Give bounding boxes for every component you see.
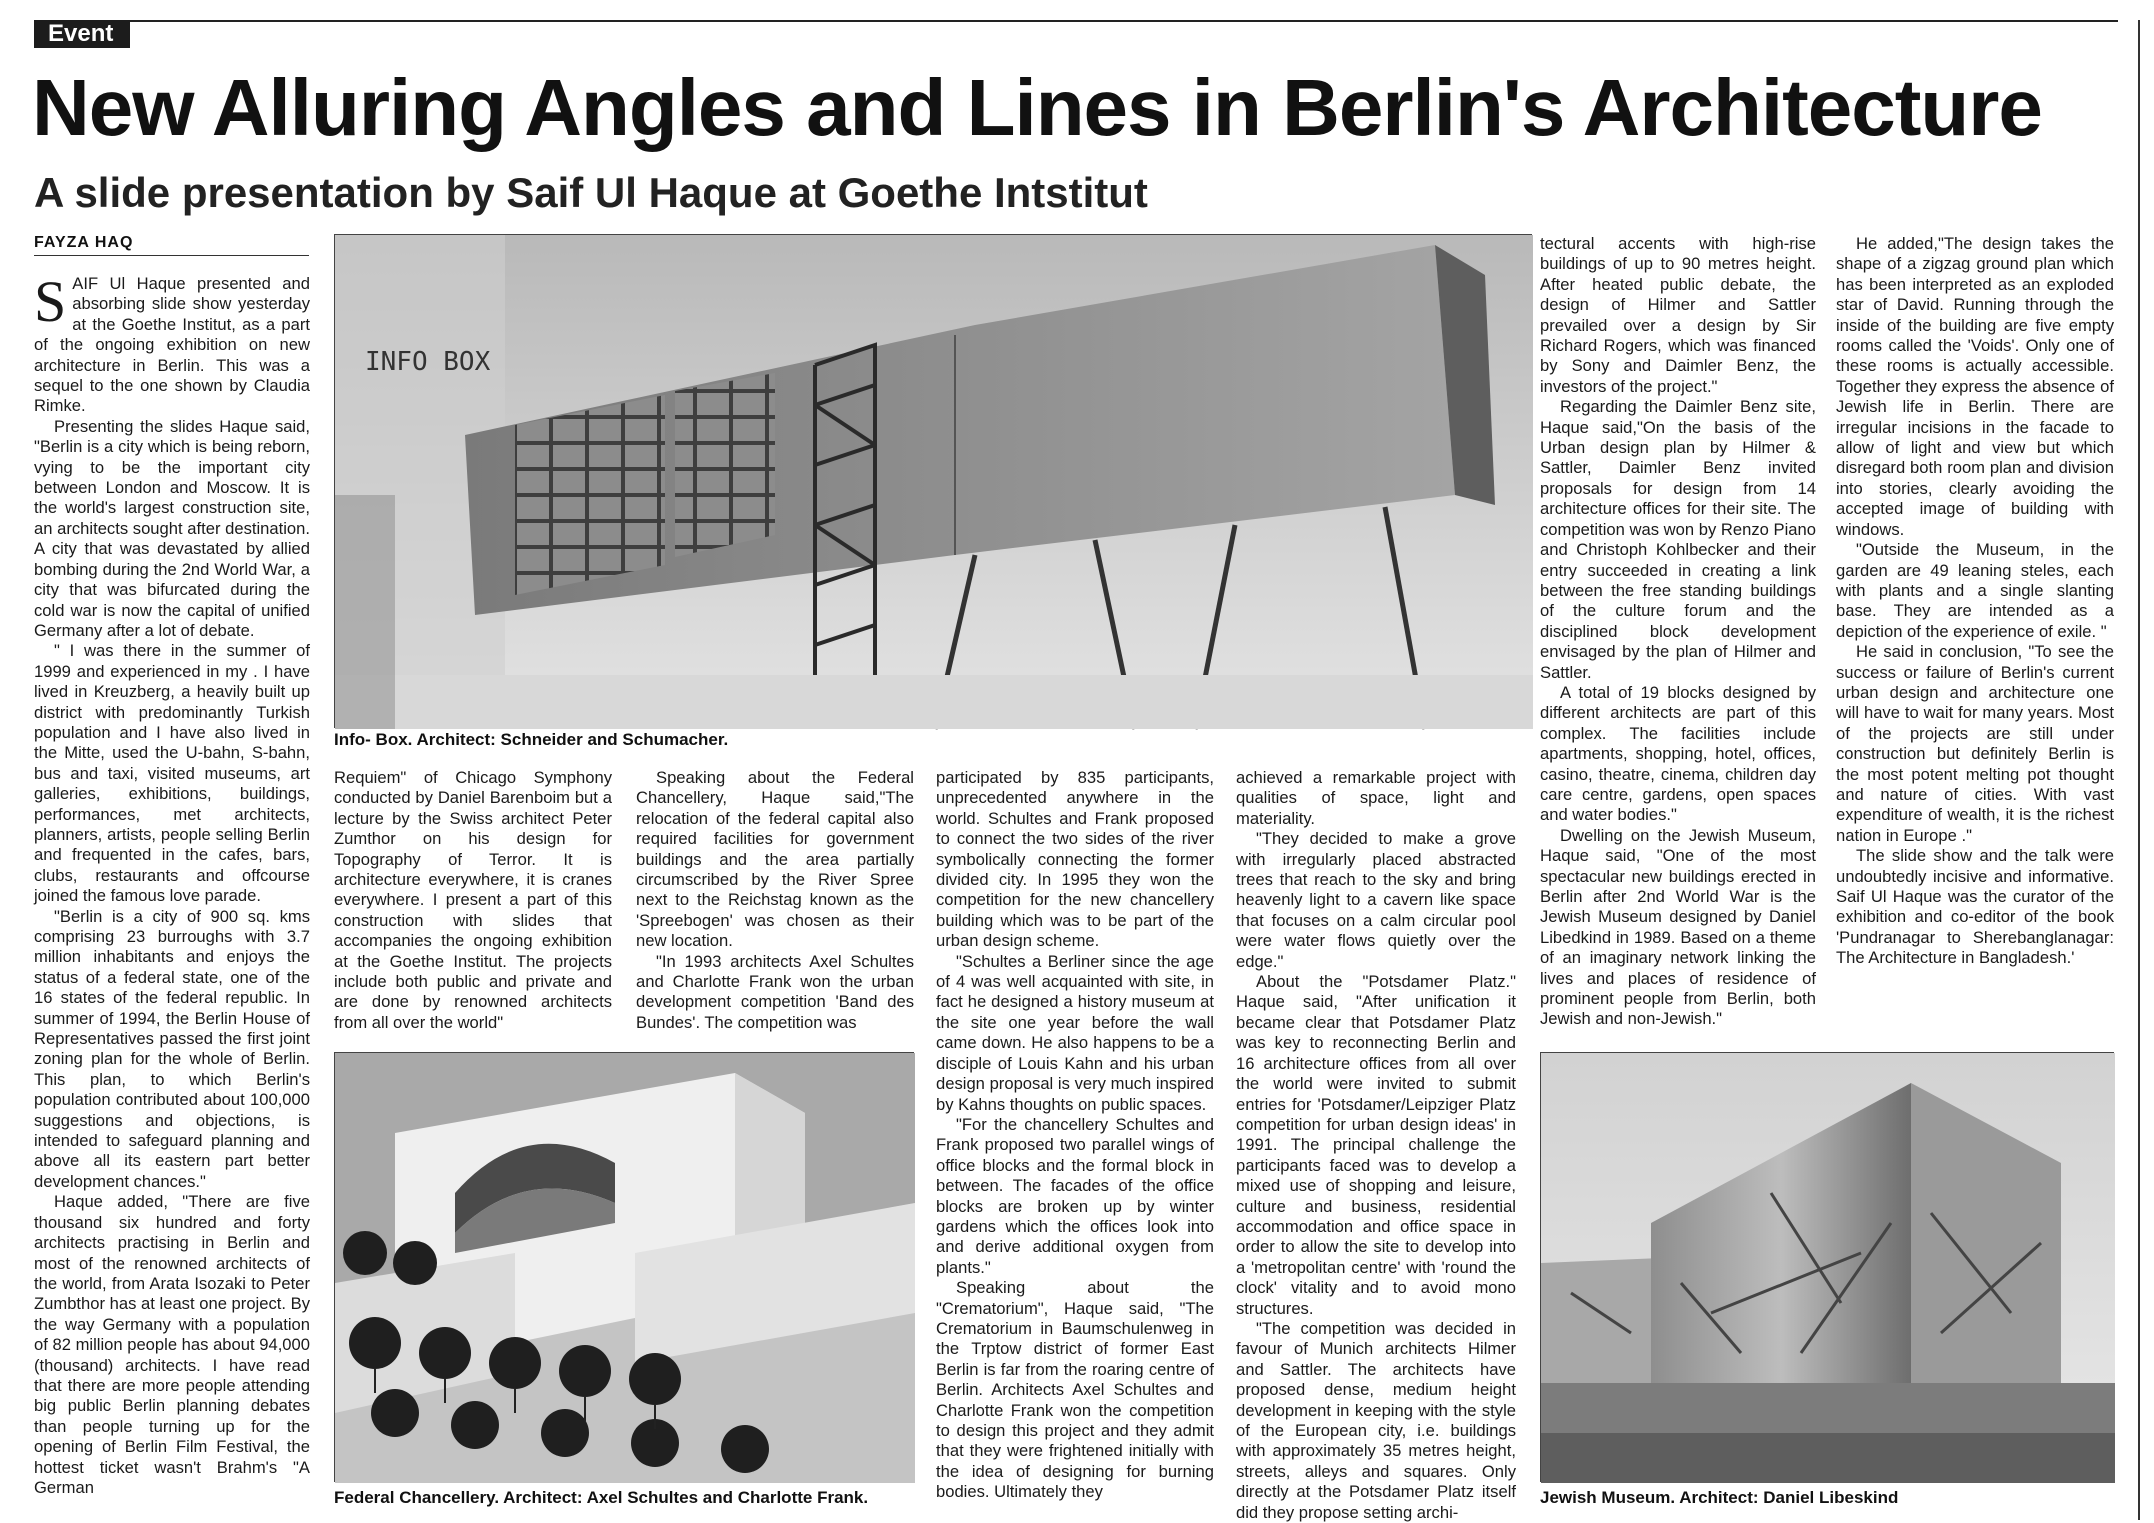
section-tag: Event [34,20,130,48]
jewish-museum-illustration [1541,1053,2115,1483]
paragraph: tectural accents with high-rise buildings of up to 90 metres height. After heated public debate, the design of Hilmer and Sattler prevailed over a design by Sir Richard Rogers, which was financed by Sony and Daimler Benz, the investors of the project." [1540,234,1816,396]
drop-cap: S [34,269,67,334]
right-rule [2138,20,2140,1520]
article-column-3 [636,768,914,1030]
chancellery-photo [334,1052,914,1482]
paragraph: He added,"The design takes the shape of a zigzag ground plan which has been interpreted as an exploded star of David. Running through the inside of the building are five empty rooms called the 'Voids'. Only one of these rooms is actually accessible. Together they express the absence of Jewish life in Berlin. There are irregular incisions in the facade to allow of light and view but which disregard both room plan and division into stories, clearly avoiding the accepted image of building with windows. [1836,234,2114,539]
jewish-museum-caption: Jewish Museum. Architect: Daniel Libeskind [1540,1488,1899,1507]
article-column-7 [1836,234,2114,1014]
paragraph: " I was there in the summer of 1999 and experienced in my . I have lived in Kreuzberg, a heavily built up district with predominantly Turkish population and I have also lived in the Mitte, used the U-bahn, S-bahn, bus and taxi, visited museums, art galleries, exhibitions, buildings, performances, met architects, planners, artists, people selling Berlin and frequented in the cafes, bars, clubs, restaurants and offcourse joined the famous love parade. [34,641,310,906]
paragraph: SAIF Ul Haque presented and absorbing slide show yesterday at the Goethe Institut, as a part of the ongoing exhibition on new architecture in Berlin. This was a sequel to the one shown by Claudia Rimke. [34,269,310,416]
byline: FAYZA HAQ [34,234,309,256]
paragraph: Requiem" of Chicago Symphony conducted by Daniel Barenboim but a lecture by the Swiss architect Peter Zumthor on his design for Topography of Terror. It is architecture everywhere, it is cranes everywhere. I present a part of this construction with slides that accompanies the ongoing exhibition at the Goethe Institut. The projects include both public and private and are done by renowned architects from all over the world" [334,768,612,1032]
paragraph: Haque added, "There are five thousand six hundred and forty architects practising in Berlin and most of the renowned architects of the world, from Arata Isozaki to Peter Zumbthor has at least one project. By the way Germany with a population of 82 million people has about 94,000 (thousand) architects. I have read that there are more people attending big public Berlin planning debates than people turning up for the opening of Berlin Film Festival, the hottest ticket wasn't Brahm's "A German [34,1192,310,1497]
info-box-caption: Info- Box. Architect: Schneider and Schumacher. [334,730,729,749]
paragraph: "For the chancellery Schultes and Frank proposed two parallel wings of office blocks and the formal block in between. The facades of the office blocks are broken up by winter gardens which the offices look into and derive additional oxygen from plants." [936,1114,1214,1277]
info-box-photo [334,234,1532,728]
subheadline: A slide presentation by Saif Ul Haque at Goethe Intstitut [34,169,1148,216]
paragraph: "Schultes a Berliner since the age of 4 was well acquainted with site, in fact he designed a history museum at the site one year before the wall came down. He also happens to be a disciple of Louis Kahn and his urban design proposal is very much inspired by Kahns thoughts on public spaces. [936,951,1214,1114]
article-column-1 [34,269,310,1506]
article-column-4 [936,768,1214,1506]
paragraph: "Outside the Museum, in the garden are 49 leaning steles, each with plants and a single slanting base. They are intended as a depiction of the experience of exile. " [1836,540,2114,641]
paragraph: Dwelling on the Jewish Museum, Haque said, "One of the most spectacular new buildings erected in Berlin after 2nd World War is the Jewish Museum designed by Daniel Libedkind in 1989. Based on a theme of an imaginary network linking the lives and places of residence of prominent people from Berlin, both Jewish and non-Jewish." [1540,825,1816,1029]
paragraph: He said in conclusion, "To see the success or failure of Berlin's current urban design and architecture one will have to wait for many years. Most of the projects are still under construction but definitely Berlin is the most potent melting pot thought and nature of cities. With vast expenditure of wealth, it is the richest nation in Europe ." [1836,642,2114,845]
paragraph: About the "Potsdamer Platz." Haque said, "After unification it became clear that Potsdamer Platz was key to reconnecting Berlin and 16 architecture offices from all over the world were invited to submit entries for 'Potsdamer/Leipziger Platz competition for urban design ideas' in 1991. The principal challenge the participants faced was to develop a mixed use of shopping and leisure, culture and business, residential accommodation and office space in order to allow the site to develop into a 'metropolitan centre' with 'round the clock' vitality and to avoid mono structures. [1236,972,1516,1318]
article-column-2 [334,768,612,1030]
headline: New Alluring Angles and Lines in Berlin's Architecture [32,63,2042,152]
paragraph: participated by 835 participants, unprecedented anywhere in the world. Schultes and Frank proposed to connect the two sides of the river symbolically connecting the former divided city. In 1995 they won the competition for the new chancellery building which was to be part of the urban design scheme. [936,768,1214,951]
chancellery-caption: Federal Chancellery. Architect: Axel Schultes and Charlotte Frank. [334,1488,869,1507]
jewish-museum-photo [1540,1052,2114,1482]
paragraph: Regarding the Daimler Benz site, Haque said,"On the basis of the Urban design plan by Hilmer & Sattler, Daimler Benz invited proposals for design from 14 architecture offices for their site. The competition was won by Renzo Piano and Christoph Kohlbecker and their entry succeeded in creating a link between the free standing buildings of the culture forum and the disciplined block development envisaged by the plan of Hilmer and Sattler. [1540,397,1816,682]
paragraph: The slide show and the talk were undoubtedly incisive and informative. Saif Ul Haque was the curator of the exhibition and co-editor of the book 'Pundranagar to Sherebanglanagar: The Architecture in Bangladesh.' [1836,846,2114,968]
paragraph: Speaking about the Federal Chancellery, Haque said,"The relocation of the federal capital also required facilities for government buildings and the area partially circumscribed by the River Spree next to the Reichstag known as the 'Spreebogen' was chosen as their new location. [636,768,914,951]
paragraph: Speaking about the "Crematorium", Haque said, "The Crematorium in Baumschulenweg in the Trptow district of former East Berlin is far from the roaring centre of Berlin. Architects Axel Schultes and Charlotte Frank won the competition to design this project and they admit that they were frightened initially with the idea of designing for burning bodies. Ultimately they [936,1278,1214,1502]
article-column-5 [1236,768,1516,1522]
top-rule [130,20,2118,22]
paragraph: "The competition was decided in favour of Munich architects Hilmer and Sattler. The architects have proposed dense, medium height development in keeping with the style of the European city, i.e. buildings with approximately 35 metres height, streets, alleys and squares. Only directly at the Potsdamer Platz itself did they propose setting archi- [1236,1318,1516,1522]
paragraph: "In 1993 architects Axel Schultes and Charlotte Frank won the urban development competition 'Band des Bundes'. The competition was [636,951,914,1032]
article-column-6 [1540,234,1816,1044]
paragraph: "Berlin is a city of 900 sq. kms comprising 23 burroughs with 3.7 million inhabitants and enjoys the status of a federal state, one of the 16 states of the federal republic. In summer of 1994, the Berlin House of Representatives passed the first joint zoning plan for the whole of Berlin. This plan, to which Berlin's population contributed about 100,000 suggestions and objections, is intended to safeguard planning and above all its eastern part better development chances." [34,906,310,1191]
paragraph: achieved a remarkable project with qualities of space, light and materiality. [1236,768,1516,828]
info-box-building-illustration [335,235,1533,729]
info-box-sign-text: INFO BOX [365,347,491,377]
paragraph: Presenting the slides Haque said, "Berlin is a city which is being reborn, vying to be the important city between London and Moscow. It is the world's largest construction site, an architects sought after destination. A city that was devastated by allied bombing during the 2nd World War, a city that was bifurcated during the cold war is now the capital of unified Germany after a lot of debate. [34,416,310,640]
chancellery-model-illustration [335,1053,915,1483]
paragraph: A total of 19 blocks designed by different architects are part of this complex. The facilities include apartments, shopping, hotel, offices, casino, theatre, cinema, children day care centre, gardens, open spaces and water bodies." [1540,682,1816,825]
paragraph: "They decided to make a grove with irregularly placed abstracted trees that reach to the sky and bring heavenly light to a cavern like space that focuses on a calm circular pool were water flows quietly over the edge." [1236,829,1516,971]
